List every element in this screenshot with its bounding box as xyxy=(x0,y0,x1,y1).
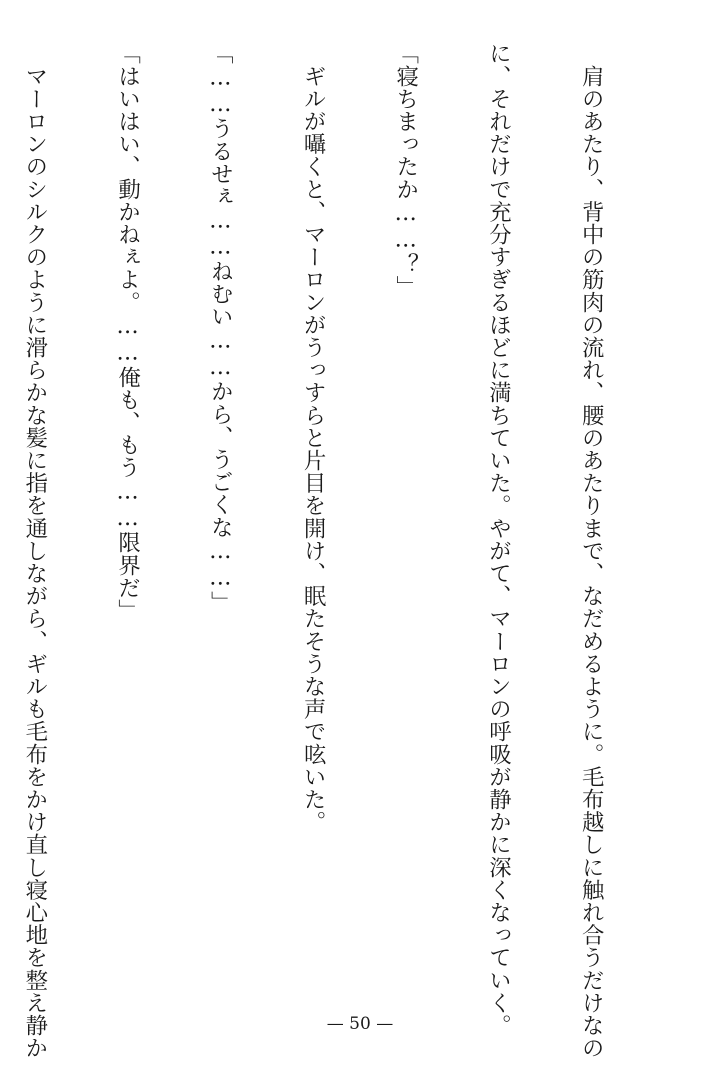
text-line: マーロンのシルクのように滑らかな髪に指を通しながら、ギルも毛布をかけ直し寝心地を整え静か xyxy=(21,42,48,1059)
page-number: — 50 — xyxy=(326,1014,394,1034)
text-line: 肩のあたり、背中の筋肉の流れ、腰のあたりまで、なだめるように。毛布越しに触れ合うだけなの xyxy=(578,42,605,1059)
text-line: 「……うるせぇ……ねむい……から、うごくな……」 xyxy=(207,42,234,614)
text-line: 「はいはい、動かねぇよ。……俺も、もう……限界だ」 xyxy=(114,42,141,622)
text-line: 「寝ちまったか……？」 xyxy=(392,42,419,298)
text-line: ギルが囁くと、マーロンがうっすらと片目を開け、眠たそうな声で呟いた。 xyxy=(300,42,327,833)
text-line: に、それだけで充分すぎるほどに満ちていた。やがて、マーロンの呼吸が静かに深くなっていく。 xyxy=(485,42,512,1037)
